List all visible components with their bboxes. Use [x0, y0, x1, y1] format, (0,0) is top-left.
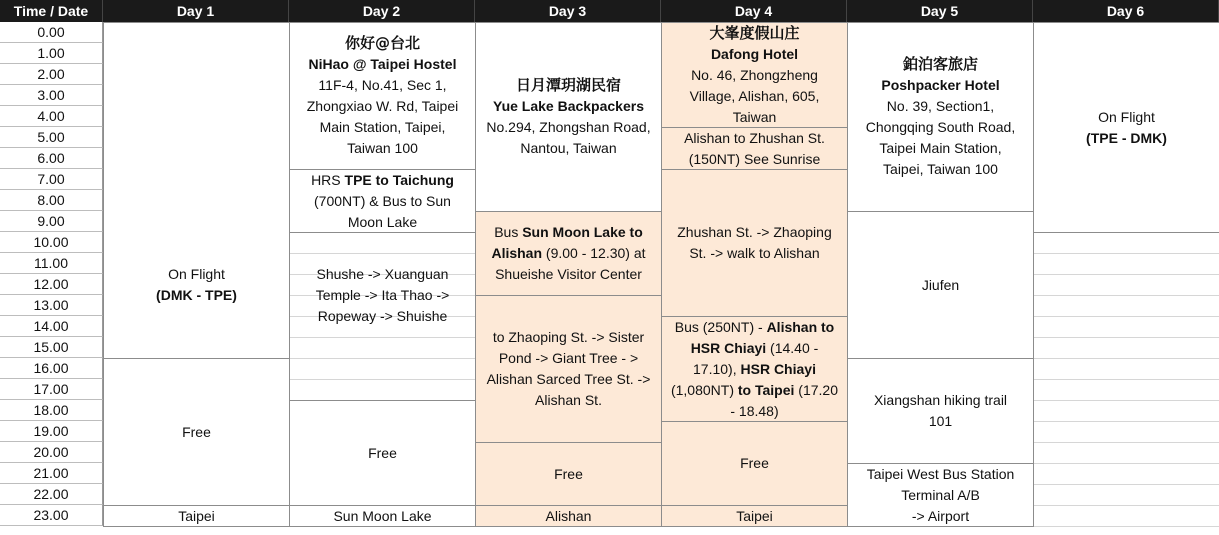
- time-cell: 15.00: [0, 337, 103, 358]
- block-text: Taipei: [736, 507, 773, 524]
- schedule-block-day5: [847, 358, 1034, 464]
- block-line: [314, 191, 451, 212]
- block-line: [546, 506, 592, 527]
- block-line: [912, 506, 969, 527]
- block-text: No. 39, Section1,: [886, 98, 995, 114]
- time-cell: 13.00: [0, 295, 103, 316]
- block-line: [318, 75, 446, 96]
- block-text: Sun Moon Lake: [333, 507, 432, 524]
- block-bold-text: Sun Moon Lake to: [522, 224, 643, 240]
- block-text: - 18.48): [730, 402, 779, 419]
- block-text: Zhongxiao W. Rd, Taipei: [306, 98, 459, 114]
- block-text: St. -> walk to Alishan: [689, 245, 820, 261]
- block-line: [866, 117, 1015, 138]
- header-day-1: Day 1: [103, 0, 289, 22]
- block-line: [1098, 107, 1155, 128]
- block-text: Alishan Sarced Tree St. ->: [486, 371, 651, 387]
- block-line: [493, 327, 644, 348]
- block-line: [495, 264, 642, 285]
- block-text: On Flight: [168, 266, 225, 282]
- block-text: No. 46, Zhongzheng: [691, 66, 818, 83]
- schedule-block-day5: [847, 211, 1034, 359]
- block-text: Free: [368, 444, 397, 461]
- block-text: Village, Alishan, 605,: [689, 87, 820, 104]
- block-line: [182, 422, 211, 443]
- time-cell: 3.00: [0, 85, 103, 106]
- block-text: Taipei Main Station,: [879, 140, 1002, 156]
- block-text: Pond -> Giant Tree - >: [498, 350, 639, 366]
- schedule-block-day3: [475, 442, 662, 506]
- block-line: [317, 264, 449, 285]
- block-text: (1,080NT): [670, 381, 738, 398]
- header-time-date: Time / Date: [0, 0, 103, 22]
- block-line: [730, 401, 778, 422]
- schedule-block-day4: [661, 505, 848, 527]
- block-line: [903, 54, 978, 75]
- block-line: [309, 54, 457, 75]
- header-day-6: Day 6: [1033, 0, 1219, 22]
- block-text: Taiwan 100: [347, 140, 418, 156]
- block-line: [178, 506, 215, 527]
- block-text: (14.40 -: [766, 339, 819, 356]
- time-cell: 2.00: [0, 64, 103, 85]
- block-text: Zhushan St. -> Zhaoping: [677, 224, 832, 240]
- block-text: Alishan St.: [535, 392, 602, 408]
- schedule-block-day4: [661, 316, 848, 422]
- block-title-cjk: 日月潭玥湖民宿: [515, 76, 621, 94]
- schedule-block-day1: [103, 358, 290, 506]
- time-cell: 19.00: [0, 421, 103, 442]
- time-cell: 16.00: [0, 358, 103, 379]
- schedule-block-day2: [289, 22, 476, 170]
- block-bold-text: Alishan: [491, 245, 543, 261]
- block-line: [689, 243, 819, 264]
- block-line: [883, 159, 998, 180]
- block-line: [491, 243, 645, 264]
- block-text: 17.10),: [693, 360, 741, 377]
- block-line: [487, 369, 651, 390]
- block-line: [740, 453, 769, 474]
- time-cell: 17.00: [0, 379, 103, 400]
- block-line: [554, 464, 583, 485]
- header-day-5: Day 5: [847, 0, 1033, 22]
- block-text: Ropeway -> Shuishe: [317, 308, 448, 324]
- block-line: [333, 506, 431, 527]
- schedule-block-day2: [289, 400, 476, 506]
- block-text: Free: [182, 423, 211, 440]
- block-text: Free: [740, 455, 769, 471]
- block-line: [516, 75, 621, 96]
- block-text: Free: [554, 465, 583, 482]
- block-text: Bus (250NT) -: [674, 318, 767, 335]
- block-text: No.294, Zhongshan Road,: [486, 119, 651, 135]
- block-line: [867, 464, 1015, 485]
- time-cell: 14.00: [0, 316, 103, 337]
- block-title-cjk: 大峯度假山庄: [709, 23, 800, 42]
- block-line: [348, 212, 417, 233]
- block-text: to Zhaoping St. -> Sister: [492, 329, 645, 345]
- block-line: [347, 138, 418, 159]
- block-title-cjk: 你好@台北: [344, 34, 420, 52]
- block-bold-text: Poshpacker Hotel: [881, 77, 1000, 93]
- block-line: [320, 117, 446, 138]
- time-cell: 20.00: [0, 442, 103, 463]
- block-line: [493, 96, 644, 117]
- block-bold-text: (TPE - DMK): [1086, 129, 1167, 146]
- block-text: (17.20: [794, 381, 839, 398]
- schedule-block-day3: [475, 211, 662, 296]
- block-text: Chongqing South Road,: [865, 119, 1016, 135]
- schedule-block-day2: [289, 232, 476, 359]
- block-line: [733, 107, 777, 128]
- block-bold-text: TPE to Taichung: [344, 171, 454, 188]
- block-text: Taipei West Bus Station: [866, 465, 1015, 482]
- block-line: [677, 222, 832, 243]
- schedule-block-day5: [847, 463, 1034, 527]
- block-bold-text: HSR Chiayi: [740, 360, 816, 377]
- block-text: Jiufen: [921, 276, 960, 293]
- block-line: [691, 65, 818, 86]
- block-line: [318, 306, 448, 327]
- block-text: Main Station, Taipei,: [319, 119, 446, 135]
- time-cell: 7.00: [0, 169, 103, 190]
- block-text: (150NT) See Sunrise: [688, 150, 821, 167]
- schedule-block-day3: [475, 505, 662, 527]
- block-line: [709, 23, 799, 44]
- block-line: [693, 359, 816, 380]
- block-bold-text: to Taipei: [737, 381, 795, 398]
- block-text: Alishan: [545, 507, 592, 524]
- block-text: 101: [928, 413, 953, 429]
- time-cell: 18.00: [0, 400, 103, 421]
- block-line: [494, 222, 643, 243]
- block-bold-text: (DMK - TPE): [156, 287, 237, 303]
- block-line: [671, 380, 838, 401]
- schedule-block-day1: [103, 505, 290, 527]
- time-cell: 10.00: [0, 232, 103, 253]
- block-line: [689, 149, 821, 170]
- schedule-block-day4: [661, 421, 848, 506]
- block-text: Moon Lake: [347, 213, 418, 230]
- schedule-block-day3: [475, 295, 662, 443]
- block-line: [486, 117, 650, 138]
- block-bold-text: NiHao @ Taipei Hostel: [308, 56, 457, 72]
- schedule-block-day5: [847, 22, 1034, 212]
- block-line: [368, 443, 397, 464]
- block-line: [316, 285, 450, 306]
- block-line: [684, 128, 825, 149]
- block-text: Bus: [494, 224, 523, 240]
- block-line: [156, 285, 237, 306]
- block-text: (9.00 - 12.30) at: [542, 245, 646, 261]
- block-line: [711, 44, 798, 65]
- header-day-4: Day 4: [661, 0, 847, 22]
- block-text: Xiangshan hiking trail: [873, 392, 1008, 408]
- header-day-2: Day 2: [289, 0, 475, 22]
- schedule-block-day1: [103, 211, 290, 359]
- time-cell: 22.00: [0, 484, 103, 505]
- block-line: [691, 338, 819, 359]
- block-line: [499, 348, 638, 369]
- schedule-block-day4: [661, 22, 848, 128]
- block-line: [675, 317, 834, 338]
- block-text: (700NT) & Bus to Sun: [314, 192, 451, 209]
- block-text: Terminal A/B: [901, 486, 980, 503]
- time-cell: 9.00: [0, 211, 103, 232]
- block-line: [736, 506, 773, 527]
- block-line: [345, 33, 420, 54]
- time-cell: 4.00: [0, 106, 103, 127]
- block-line: [881, 75, 999, 96]
- time-cell: 8.00: [0, 190, 103, 211]
- block-line: [520, 138, 616, 159]
- block-line: [879, 138, 1001, 159]
- time-cell: 0.00: [0, 22, 103, 43]
- block-line: [929, 411, 952, 432]
- time-cell: 21.00: [0, 463, 103, 484]
- block-text: Temple -> Ita Thao ->: [315, 287, 450, 303]
- schedule-block-day2: [289, 169, 476, 233]
- schedule-block-day4: [661, 127, 848, 170]
- block-text: Taiwan: [732, 108, 777, 125]
- block-line: [901, 485, 980, 506]
- block-line: [307, 96, 459, 117]
- time-cell: 12.00: [0, 274, 103, 295]
- block-bold-text: HSR Chiayi: [690, 339, 767, 356]
- block-line: [535, 390, 602, 411]
- block-line: [922, 275, 959, 296]
- block-title-cjk: 鉑泊客旅店: [902, 55, 978, 73]
- block-text: Alishan to Zhushan St.: [684, 129, 825, 146]
- block-text: -> Airport: [911, 507, 970, 524]
- time-cell: 6.00: [0, 148, 103, 169]
- block-text: Nantou, Taiwan: [520, 140, 617, 156]
- time-cell: 23.00: [0, 505, 103, 526]
- schedule-block-day6: [1033, 22, 1219, 233]
- block-line: [887, 96, 994, 117]
- time-cell: 11.00: [0, 253, 103, 274]
- block-text: Taipei, Taiwan 100: [883, 161, 998, 177]
- block-line: [874, 390, 1007, 411]
- block-bold-text: Yue Lake Backpackers: [493, 98, 644, 114]
- block-text: On Flight: [1098, 108, 1155, 125]
- header-day-3: Day 3: [475, 0, 661, 22]
- block-line: [168, 264, 225, 285]
- time-cell: 1.00: [0, 43, 103, 64]
- block-text: Shushe -> Xuanguan: [316, 266, 449, 282]
- block-line: [1086, 128, 1167, 149]
- schedule-block-day3: [475, 22, 662, 212]
- block-text: Shueishe Visitor Center: [495, 266, 642, 282]
- block-line: [311, 170, 454, 191]
- block-bold-text: Dafong Hotel: [710, 45, 799, 62]
- block-text: HRS: [311, 171, 345, 188]
- block-text: Taipei: [178, 507, 215, 524]
- block-line: [690, 86, 820, 107]
- block-text: 11F-4, No.41, Sec 1,: [318, 77, 447, 93]
- schedule-block-day4: [661, 169, 848, 317]
- time-cell: 5.00: [0, 127, 103, 148]
- schedule-block-day2: [289, 505, 476, 527]
- block-bold-text: Alishan to: [766, 318, 835, 335]
